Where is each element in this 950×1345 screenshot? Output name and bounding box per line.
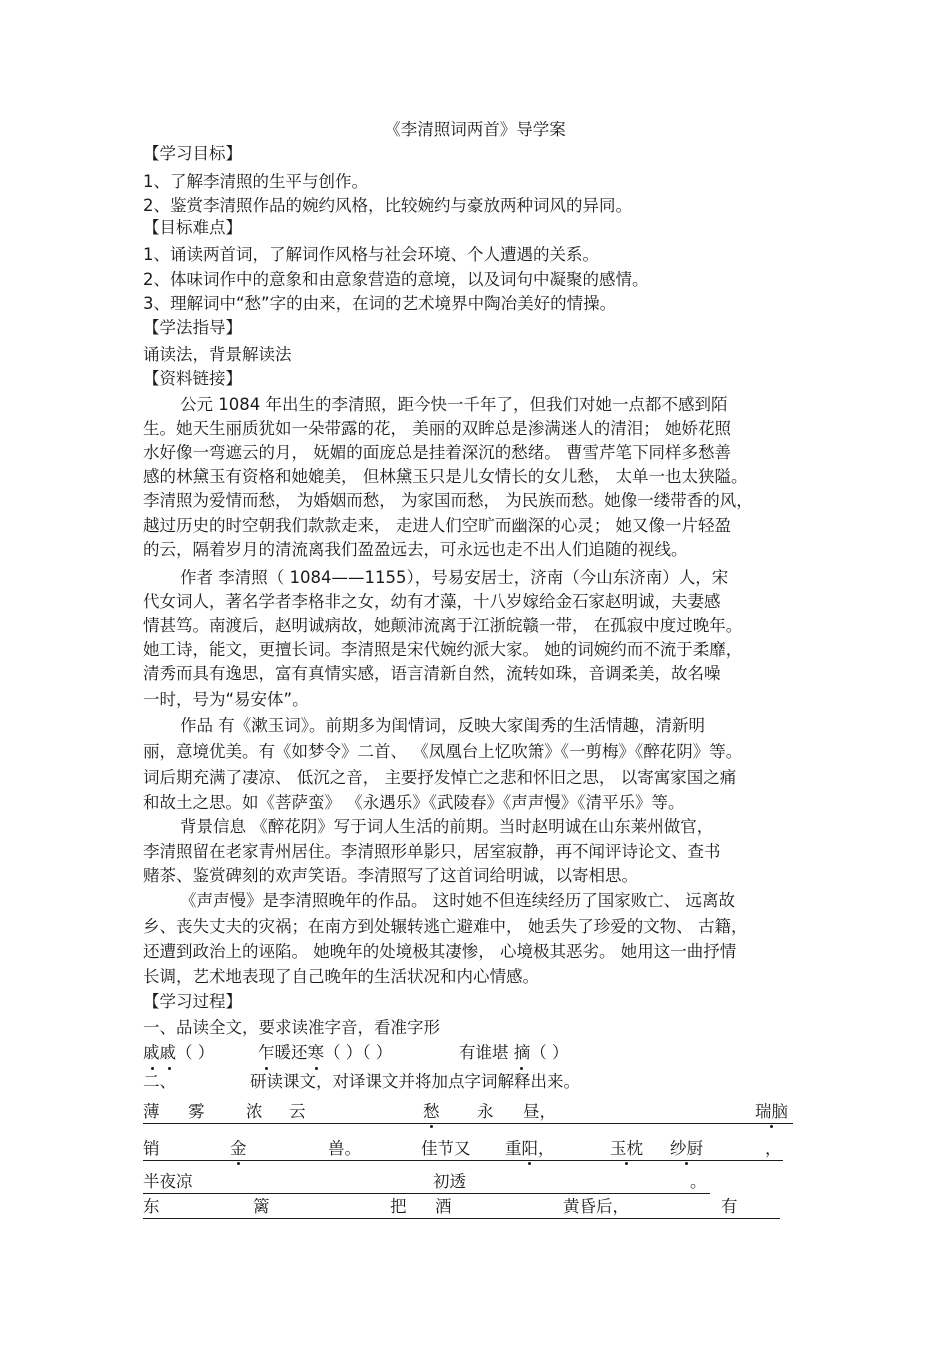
emphasis-dot [513,1041,529,1065]
poem-char: 纱厨 [670,1139,703,1158]
poem-char: 。 [690,1172,707,1191]
material-line: 代女词人，著名学者李格非之女，幼有才藻，十八岁嫁给金石家赵明诚，夫妻感 [143,592,721,611]
pron-item-kanzhai: 有谁堪 摘（ ） [459,1043,569,1062]
poem-char: 云 [289,1102,306,1121]
goals-header: 【学习目标】 [143,144,242,163]
emphasis-dot [763,1101,779,1123]
material-line: 丽，意境优美。有《如梦令》二首、 《凤凰台上忆吹箫》《一剪梅》《醉花阴》等。 [143,742,743,761]
poem-char: 浓 [246,1102,263,1121]
material-line: 《声声慢》是李清照晚年的作品。 这时她不但连续经历了国家败亡、 远离故 [180,891,735,910]
poem-char: 初透 [433,1172,466,1191]
material-header: 【资料链接】 [143,369,242,388]
material-line: 生。她天生丽质犹如一朵带露的花， 美丽的双眸总是渗满迷人的清泪； 她娇花照 [143,419,731,438]
poem-char: 愁 [423,1102,440,1121]
material-line: 越过历史的时空朝我们款款走来， 走进人们空旷而幽深的心灵； 她又像一片轻盈 [143,516,731,535]
material-line: 背景信息 《醉花阴》写于词人生活的前期。当时赵明诚在山东莱州做官， [180,817,714,836]
process-header: 【学习过程】 [143,992,242,1011]
poem-char: 佳节又 [421,1139,471,1158]
emphasis-dot [144,1041,160,1065]
pron-item-qiqi: 戚戚（ ） [143,1043,215,1062]
material-line: 情甚笃。南渡后，赵明诚病故，她颠沛流离于江浙皖赣一带， 在孤寂中度过晚年。 [143,616,743,635]
material-line: 感的林黛玉有资格和她媲美， 但林黛玉只是儿女情长的女儿愁， 太单一也太狭隘。 [143,467,748,486]
poem-char: 酒 [435,1197,452,1216]
poem-char: 薄 [143,1102,160,1121]
material-line: 清秀而具有逸思，富有真情实感，语言清新自然，流转如珠，音调柔美，故名噪 [143,664,721,683]
step-one: 一、品读全文，要求读准字音，看准字形 [143,1018,440,1037]
goal-item: 1、了解李清照的生平与创作。 [143,172,368,191]
poem-char: 永 [477,1102,494,1121]
poem-char: 重阳， [505,1139,555,1158]
poem-char: 昼， [523,1102,556,1121]
method-header: 【学法指导】 [143,318,242,337]
material-line: 还遭到政治上的诬陷。 她晚年的处境极其凄惨， 心境极其恶劣。 她用这一曲抒情 [143,942,737,961]
poem-char: 雾 [188,1102,205,1121]
material-line: 她工诗，能文，更擅长词。李清照是宋代婉约派大家。 她的词婉约而不流于柔靡， [143,640,743,659]
poem-char: 东 [143,1197,160,1216]
material-line: 作品 有《漱玉词》。前期多为闺情词，反映大家闺秀的生活情趣，清新明 [180,716,705,735]
material-line: 的云，隔着岁月的清流离我们盈盈远去，可永远也走不出人们追随的视线。 [143,540,688,559]
poem-char: 金 [230,1139,247,1158]
poem-line [143,1196,780,1219]
material-line: 李清照留在老家青州居住。李清照形单影只，居室寂静，再不闻评诗论文、查书 [143,842,721,861]
material-line: 公元 1084 年出生的李清照，距今快一千年了，但我们对她一点都不感到陌 [180,395,728,414]
goal-item: 2、鉴赏李清照作品的婉约风格，比较婉约与豪放两种词风的异同。 [143,196,632,215]
poem-char: 半夜凉 [143,1172,193,1191]
poem-line [143,1138,783,1161]
page-title: 《李清照词两首》导学案 [384,120,566,139]
method-text: 诵读法，背景解读法 [143,345,292,364]
poem-char: 把 [390,1197,407,1216]
poem-char: 销 [143,1139,160,1158]
emphasis-dot [258,1041,274,1065]
poem-char: 瑞脑 [755,1102,788,1121]
emphasis-dot [161,1041,177,1065]
material-line: 一时，号为“易安体”。 [143,690,309,709]
difficulty-item: 2、体味词作中的意象和由意象营造的意境，以及词句中凝聚的感情。 [143,270,649,289]
poem-char: 兽。 [328,1139,361,1158]
material-line: 乡、丧失丈夫的灾祸；在南方到处辗转逃亡避难中， 她丢失了珍爱的文物、 古籍， [143,917,748,936]
material-line: 长调，艺术地表现了自己晚年的生活状况和内心情感。 [143,967,539,986]
poem-char: 黄昏后， [563,1197,629,1216]
poem-line [143,1171,710,1194]
material-line: 作者 李清照（ 1084——1155），号易安居士，济南（今山东济南）人，宋 [180,568,729,587]
step-two-number: 二、 [143,1072,176,1091]
step-two-text: 研读课文，对译课文并将加点字词解释出来。 [250,1072,580,1091]
poem-line [143,1101,793,1124]
poem-char: 玉枕 [610,1139,643,1158]
material-line: 赌茶、鉴赏碑刻的欢声笑语。李清照写了这首词给明诚，以寄相思。 [143,866,638,885]
difficulty-item: 3、理解词中“愁”字的由来，在词的艺术境界中陶冶美好的情操。 [143,294,617,313]
step-two [143,1070,843,1094]
poem-char: 有 [721,1197,738,1216]
pronunciation-row [143,1041,843,1065]
material-line: 李清照为爱情而愁， 为婚姻而愁， 为家国而愁， 为民族而愁。她像一缕带香的风， [143,491,753,510]
poem-char: 篱 [253,1197,270,1216]
difficulty-item: 1、诵读两首词，了解词作风格与社会环境、个人遭遇的关系。 [143,245,599,264]
difficulty-header: 【目标难点】 [143,218,242,237]
emphasis-dot [308,1041,324,1065]
material-line: 词后期充满了凄凉、 低沉之音， 主要抒发悼亡之悲和怀旧之思， 以寄寓家国之痛 [143,768,737,787]
material-line: 和故土之思。如《菩萨蛮》 《永遇乐》《武陵春》《声声慢》《清平乐》等。 [143,793,685,812]
material-line: 水好像一弯遮云的月， 妩媚的面庞总是挂着深沉的愁绪。 曹雪芹笔下同样多愁善 [143,443,731,462]
pron-item-zhanuan: 乍暖还寒（ ）（ ） [258,1043,393,1062]
poem-char: ， [765,1139,782,1158]
